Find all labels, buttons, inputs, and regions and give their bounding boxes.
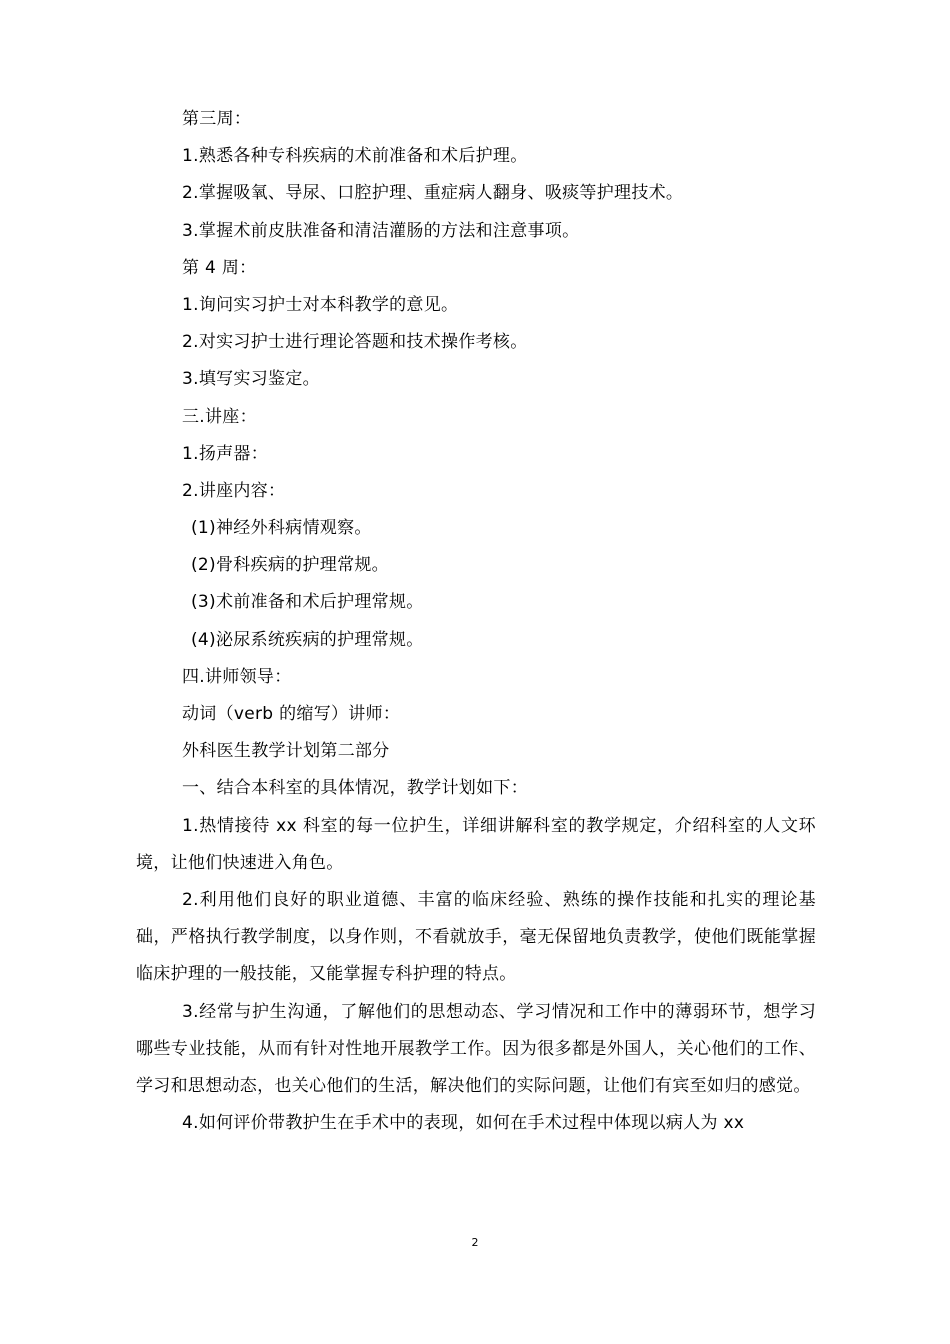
week4-item-3: 3.填写实习鉴定。 [182, 369, 320, 390]
lecture-subitem-2: (2)骨科疾病的护理常规。 [191, 555, 389, 576]
lecture-item-1: 1.扬声器： [182, 443, 269, 464]
paragraph-2: 2.利用他们良好的职业道德、丰富的临床经验、熟练的操作技能和扎实的理论基础，严格执行教学制度，以身作则，不看就放手，毫无保留地负责教学，使他们既能掌握临床护理的一般技能，又能掌握专科护理的特点。 [136, 889, 816, 985]
lecture-heading: 三.讲座： [182, 406, 257, 427]
part-two-title: 外科医生教学计划第二部分 [182, 741, 390, 762]
lecture-subitem-4: (4)泌尿系统疾病的护理常规。 [191, 629, 424, 650]
section-one-heading: 一、结合本科室的具体情况，教学计划如下： [182, 778, 528, 799]
page-number: 2 [471, 1236, 479, 1249]
lecturer-heading: 四.讲师领导： [182, 666, 292, 687]
document-body [136, 101, 816, 1142]
week4-item-2: 2.对实习护士进行理论答题和技术操作考核。 [182, 332, 528, 353]
week3-item-3: 3.掌握术前皮肤准备和清洁灌肠的方法和注意事项。 [182, 220, 580, 241]
week3-heading: 第三周： [182, 109, 252, 129]
week3-item-1: 1.熟悉各种专科疾病的术前准备和术后护理。 [182, 146, 528, 167]
lecture-item-2: 2.讲座内容： [182, 480, 286, 501]
week4-heading: 第 4 周： [182, 257, 257, 278]
week4-item-1: 1.询问实习护士对本科教学的意见。 [182, 294, 459, 315]
verb-lecturer-line: 动词（verb 的缩写）讲师： [182, 704, 401, 724]
week3-item-2: 2.掌握吸氧、导尿、口腔护理、重症病人翻身、吸痰等护理技术。 [182, 183, 684, 204]
paragraph-1: 1.热情接待 xx 科室的每一位护生，详细讲解科室的教学规定，介绍科室的人文环境，让他们快速进入角色。 [136, 815, 816, 873]
paragraph-4: 4.如何评价带教护生在手术中的表现，如何在手术过程中体现以病人为 xx [182, 1113, 745, 1134]
paragraph-3: 3.经常与护生沟通，了解他们的思想动态、学习情况和工作中的薄弱环节，想学习哪些专业技能，从而有针对性地开展教学工作。因为很多都是外国人，关心他们的工作、学习和思想动态，也关心他们的生活，解决他们的实际问题，让他们有宾至如归的感觉。 [136, 1001, 816, 1096]
lecture-subitem-1: (1)神经外科病情观察。 [191, 518, 372, 539]
lecture-subitem-3: (3)术前准备和术后护理常规。 [191, 592, 424, 613]
